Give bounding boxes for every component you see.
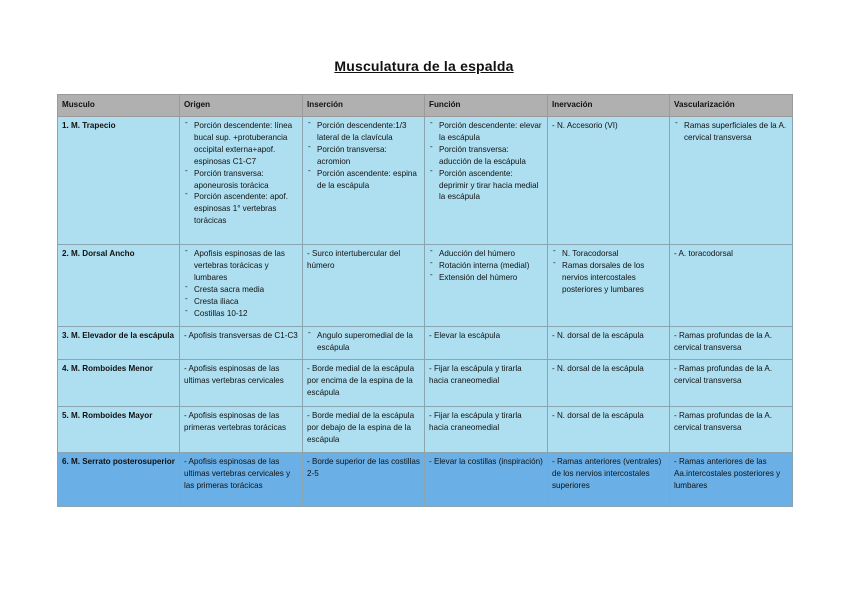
- inervacion-cell: [548, 245, 670, 327]
- origen-cell: - Apofisis espinosas de las ultimas vertebras cervicales: [180, 360, 303, 407]
- bullet-item: - Cresta sacra media: [184, 284, 298, 296]
- inervacion-cell: - N. dorsal de la escápula: [548, 360, 670, 407]
- insercion-cell: - Borde medial de la escápula por encima de la espina de la escápula: [303, 360, 425, 407]
- muscle-table: [57, 94, 793, 507]
- bullet-item: - N. Toracodorsal: [552, 248, 665, 260]
- bullet-item: - Porción ascendente: espina de la escápula: [307, 168, 420, 192]
- bullet-item: - Ramas superficiales de la A. cervical transversa: [674, 120, 788, 144]
- inervacion-cell: - N. dorsal de la escápula: [548, 407, 670, 453]
- insercion-cell: [303, 327, 425, 360]
- bullet-list: [429, 120, 543, 203]
- bullet-item: - Apofisis espinosas de las vertebras torácicas y lumbares: [184, 248, 298, 284]
- bullet-item: - Porción ascendente: deprimir y tirar hacia medial la escápula: [429, 168, 543, 204]
- origen-cell: [180, 117, 303, 245]
- bullet-item: - Porción transversa: aducción de la escápula: [429, 144, 543, 168]
- funcion-cell: - Fijar la escápula y tirarla hacia craneomedial: [425, 360, 548, 407]
- bullet-list: [552, 248, 665, 296]
- bullet-item: - Porción transversa: acromion: [307, 144, 420, 168]
- bullet-item: - Porción descendente:1/3 lateral de la clavícula: [307, 120, 420, 144]
- header-musculo: Musculo: [58, 95, 180, 117]
- header-row: [58, 95, 793, 117]
- origen-cell: - Apofisis espinosas de las primeras vertebras torácicas: [180, 407, 303, 453]
- bullet-list: [184, 120, 298, 227]
- funcion-cell: [425, 117, 548, 245]
- header-vascularizacion: Vascularización: [670, 95, 793, 117]
- vascularizacion-cell: - Ramas profundas de la A. cervical transversa: [670, 360, 793, 407]
- vascularizacion-cell: - Ramas profundas de la A. cervical transversa: [670, 407, 793, 453]
- origen-cell: - Apofisis transversas de C1-C3: [180, 327, 303, 360]
- funcion-cell: - Fijar la escápula y tirarla hacia craneomedial: [425, 407, 548, 453]
- table-row: [58, 245, 793, 327]
- insercion-cell: [303, 117, 425, 245]
- table-row: [58, 327, 793, 360]
- muscle-name-cell: 6. M. Serrato posterosuperior: [58, 453, 180, 507]
- bullet-item: - Rotación interna (medial): [429, 260, 543, 272]
- bullet-item: - Porción ascendente: apof. espinosas 1° vertebras torácicas: [184, 191, 298, 227]
- bullet-item: - Aducción del húmero: [429, 248, 543, 260]
- insercion-cell: - Surco intertubercular del húmero: [303, 245, 425, 327]
- origen-cell: [180, 245, 303, 327]
- muscle-name-cell: 1. M. Trapecio: [58, 117, 180, 245]
- muscle-name-cell: 4. M. Romboides Menor: [58, 360, 180, 407]
- bullet-item: - Porción transversa: aponeurosis torácica: [184, 168, 298, 192]
- insercion-cell: - Borde medial de la escápula por debajo de la espina de la escápula: [303, 407, 425, 453]
- inervacion-cell: - N. dorsal de la escápula: [548, 327, 670, 360]
- vascularizacion-cell: - A. toracodorsal: [670, 245, 793, 327]
- funcion-cell: - Elevar la escápula: [425, 327, 548, 360]
- bullet-item: - Ramas dorsales de los nervios intercostales posteriores y lumbares: [552, 260, 665, 296]
- insercion-cell: - Borde superior de las costillas 2-5: [303, 453, 425, 507]
- table-row: [58, 407, 793, 453]
- bullet-list: [307, 120, 420, 191]
- bullet-item: - Porción descendente: línea bucal sup. +protuberancia occipital externa+apof. espinosas C1-C7: [184, 120, 298, 168]
- inervacion-cell: - Ramas anteriores (ventrales) de los nervios intercostales superiores: [548, 453, 670, 507]
- muscle-name-cell: 3. M. Elevador de la escápula: [58, 327, 180, 360]
- vascularizacion-cell: - Ramas profundas de la A. cervical transversa: [670, 327, 793, 360]
- funcion-cell: [425, 245, 548, 327]
- vascularizacion-cell: - Ramas anteriores de las Aa.intercostales posteriores y lumbares: [670, 453, 793, 507]
- inervacion-cell: - N. Accesorio (VI): [548, 117, 670, 245]
- bullet-item: - Porción descendente: elevar la escápula: [429, 120, 543, 144]
- table-row: [58, 453, 793, 507]
- header-insercion: Inserción: [303, 95, 425, 117]
- table-row: [58, 360, 793, 407]
- vascularizacion-cell: [670, 117, 793, 245]
- header-funcion: Función: [425, 95, 548, 117]
- bullet-list: [307, 330, 420, 354]
- funcion-cell: - Elevar la costillas (inspiración): [425, 453, 548, 507]
- header-origen: Origen: [180, 95, 303, 117]
- origen-cell: - Apofisis espinosas de las ultimas vertebras cervicales y las primeras torácicas: [180, 453, 303, 507]
- bullet-item: - Costillas 10-12: [184, 308, 298, 320]
- bullet-list: [429, 248, 543, 284]
- bullet-item: - Extensión del húmero: [429, 272, 543, 284]
- bullet-list: [184, 248, 298, 319]
- bullet-item: - Angulo superomedial de la escápula: [307, 330, 420, 354]
- header-inervacion: Inervación: [548, 95, 670, 117]
- table-row: [58, 117, 793, 245]
- bullet-list: [674, 120, 788, 144]
- document-title: Musculatura de la espalda: [334, 58, 514, 74]
- muscle-name-cell: 2. M. Dorsal Ancho: [58, 245, 180, 327]
- bullet-item: - Cresta iliaca: [184, 296, 298, 308]
- muscle-name-cell: 5. M. Romboides Mayor: [58, 407, 180, 453]
